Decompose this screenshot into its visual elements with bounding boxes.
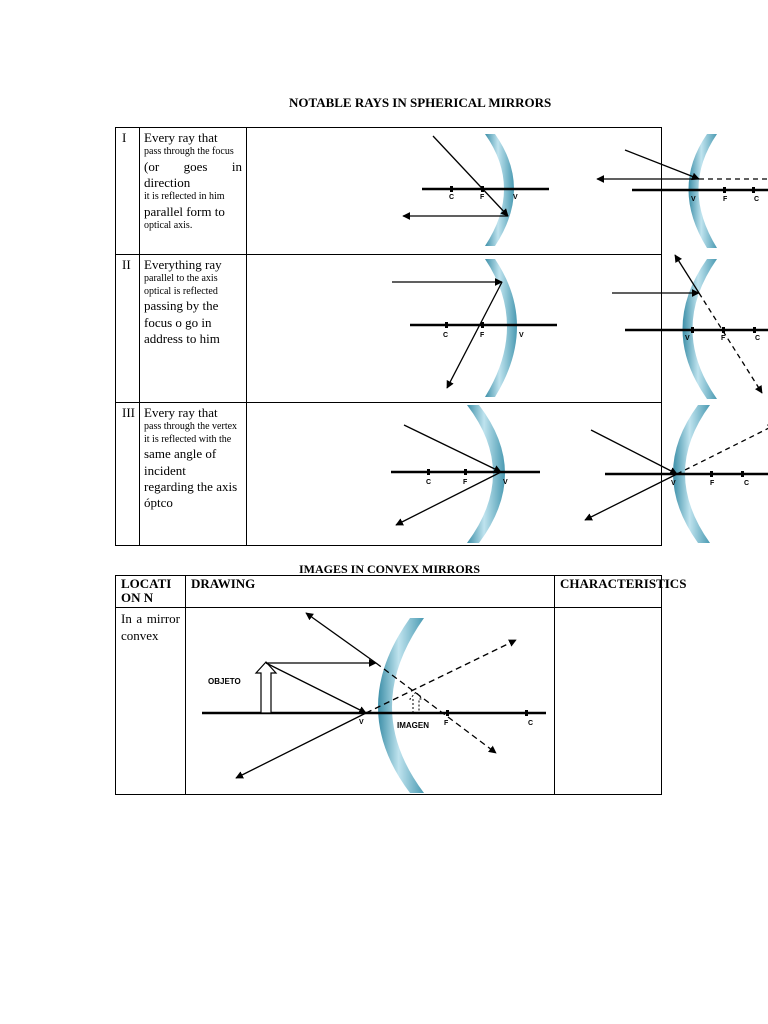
f-point bbox=[481, 186, 484, 192]
label-f: F bbox=[463, 479, 468, 486]
convex-row bbox=[116, 608, 662, 795]
desc-line: optical is reflected bbox=[144, 285, 218, 297]
reflected-ray bbox=[675, 255, 699, 293]
ray-diagram-cell bbox=[247, 128, 760, 255]
characteristics-cell bbox=[555, 608, 662, 795]
label-c: C bbox=[755, 335, 761, 342]
f-point bbox=[481, 322, 484, 328]
page-title: NOTABLE RAYS IN SPHERICAL MIRRORS bbox=[289, 95, 552, 110]
label-c: C bbox=[426, 479, 432, 486]
desc-line: regarding the axis bbox=[144, 478, 238, 494]
desc-line: parallel form to bbox=[144, 203, 225, 219]
f-point bbox=[464, 469, 467, 475]
incident-ray bbox=[625, 150, 699, 179]
f-point bbox=[710, 471, 713, 477]
incident-ray bbox=[591, 430, 677, 474]
drawing-cell bbox=[186, 608, 555, 795]
reflected-ray bbox=[306, 613, 376, 663]
desc-line: Every ray that bbox=[144, 405, 218, 420]
image-arrow bbox=[410, 692, 422, 713]
ray-diagram-parallel bbox=[247, 255, 761, 401]
object-label: OBJETO bbox=[208, 677, 241, 686]
c-point bbox=[525, 710, 528, 716]
f-point bbox=[723, 187, 726, 193]
header-drawing: DRAWING bbox=[186, 576, 555, 608]
desc-line: same angle of bbox=[144, 446, 217, 462]
row-description bbox=[140, 255, 247, 403]
header-location: LOCATION N bbox=[116, 576, 186, 608]
label-c: C bbox=[754, 196, 760, 203]
row-description bbox=[140, 128, 247, 255]
desc-line: passing by the bbox=[144, 298, 219, 314]
row-number: II bbox=[116, 255, 140, 403]
header-row bbox=[116, 576, 662, 608]
ray-diagram-vertex bbox=[247, 403, 750, 544]
label-v: V bbox=[513, 194, 518, 201]
ray-diagram-focus bbox=[247, 128, 760, 253]
desc-line: address to him bbox=[144, 330, 220, 346]
c-point bbox=[753, 327, 756, 333]
label-f: F bbox=[480, 332, 485, 339]
ray-row-1 bbox=[116, 128, 662, 255]
label-c: C bbox=[744, 480, 750, 487]
desc-line: it is reflected in him bbox=[144, 191, 225, 203]
label-v: V bbox=[359, 719, 364, 726]
desc-line: it is reflected with the bbox=[144, 433, 232, 445]
label-f: F bbox=[723, 196, 728, 203]
desc-line: pass through the vertex bbox=[144, 421, 238, 433]
ray-diagram-cell bbox=[247, 255, 761, 403]
label-v: V bbox=[671, 480, 676, 487]
desc-line: (or goes in direction bbox=[144, 158, 242, 190]
convex-image-diagram bbox=[186, 608, 553, 793]
location-text: In a mirror convex bbox=[116, 608, 186, 795]
header-characteristics: CHARACTERISTICS bbox=[555, 576, 662, 608]
concave-mirror bbox=[485, 259, 517, 397]
c-point bbox=[752, 187, 755, 193]
label-f: F bbox=[480, 194, 485, 201]
row-number: III bbox=[116, 403, 140, 546]
object-arrow bbox=[256, 662, 276, 713]
vertex-ray bbox=[266, 663, 366, 713]
desc-line: focus o go in bbox=[144, 314, 212, 330]
label-f: F bbox=[721, 335, 726, 342]
ray-row-2 bbox=[116, 255, 662, 403]
label-v: V bbox=[685, 335, 690, 342]
section-title: IMAGES IN CONVEX MIRRORS bbox=[299, 562, 481, 576]
desc-line: Everything ray bbox=[144, 257, 222, 272]
notable-rays-table bbox=[115, 127, 761, 546]
c-point bbox=[741, 471, 744, 477]
desc-line: parallel to the axis bbox=[144, 273, 218, 285]
label-f: F bbox=[710, 480, 715, 487]
c-point bbox=[445, 322, 448, 328]
ray-row-3 bbox=[116, 403, 662, 546]
label-v: V bbox=[691, 196, 696, 203]
desc-line: pass through the focus bbox=[144, 146, 234, 158]
label-f: F bbox=[444, 720, 449, 727]
convex-mirror bbox=[378, 618, 424, 793]
row-number: I bbox=[116, 128, 140, 255]
ray-diagram-cell bbox=[247, 403, 750, 546]
desc-line: optical axis. bbox=[144, 220, 193, 231]
convex-images-table bbox=[115, 575, 687, 795]
label-v: V bbox=[519, 332, 524, 339]
label-v: V bbox=[503, 479, 508, 486]
reflected-ray bbox=[585, 474, 677, 520]
c-point bbox=[427, 469, 430, 475]
image-label: IMAGEN bbox=[397, 721, 429, 730]
desc-line: Every ray that bbox=[144, 130, 218, 145]
reflected-ray bbox=[447, 282, 502, 388]
row-description bbox=[140, 403, 247, 546]
c-point bbox=[450, 186, 453, 192]
label-c: C bbox=[443, 332, 449, 339]
desc-line: incident bbox=[144, 462, 186, 478]
label-c: C bbox=[449, 194, 455, 201]
f-point bbox=[446, 710, 449, 716]
virtual-ray bbox=[699, 293, 762, 393]
v-point bbox=[691, 327, 694, 333]
concave-mirror bbox=[467, 405, 505, 543]
desc-line: óptco bbox=[144, 495, 173, 510]
label-c: C bbox=[528, 720, 534, 727]
f-point bbox=[722, 327, 725, 333]
reflected-ray bbox=[236, 713, 366, 778]
